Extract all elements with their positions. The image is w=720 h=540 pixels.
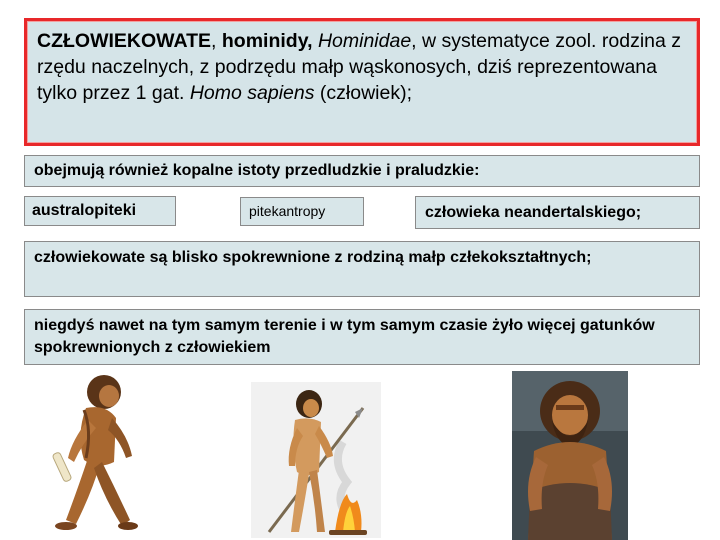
cohabitation-note-text: niegdyś nawet na tym samym terenie i w tym samym czasie żyło więcej gatunków spokrewnionych z człowiekiem [34, 317, 655, 356]
group-label: pitekantropy [249, 203, 326, 219]
definition-ending: (człowiek); [314, 82, 412, 104]
fossils-intro-box [24, 155, 700, 187]
relation-note-box [24, 241, 700, 297]
group-chip-pithecanthropines [240, 197, 364, 226]
relation-note-text: człowiekowate są blisko spokrewnione z rodziną małp człekokształtnych; [34, 249, 592, 266]
australopithecus-illustration [36, 370, 156, 538]
group-chip-neanderthals [415, 196, 700, 229]
term-separator: , [211, 30, 222, 52]
term-title: CZŁOWIEKOWATE [37, 30, 212, 52]
term-synonym: hominidy, [221, 30, 313, 52]
latin-species-name: Homo sapiens [189, 82, 315, 104]
group-label: człowieka neandertalskiego; [425, 204, 642, 221]
neanderthal-illustration [512, 371, 628, 540]
group-label: australopiteki [32, 202, 137, 219]
definition-text: , w systematyce zool. rodzina z rzędu naczelnych, z podrzędu małp wąskonosych, dziś reprezentowana tylko przez 1 gat. [37, 30, 682, 104]
fossils-intro-text: obejmują również kopalne istoty przedludzkie i praludzkie: [34, 162, 480, 179]
homo-erectus-illustration [251, 382, 381, 538]
cohabitation-note-box [24, 309, 700, 365]
definition-box [24, 18, 700, 146]
latin-family-name: Hominidae [317, 30, 412, 52]
group-chip-australopithecines [24, 196, 176, 226]
